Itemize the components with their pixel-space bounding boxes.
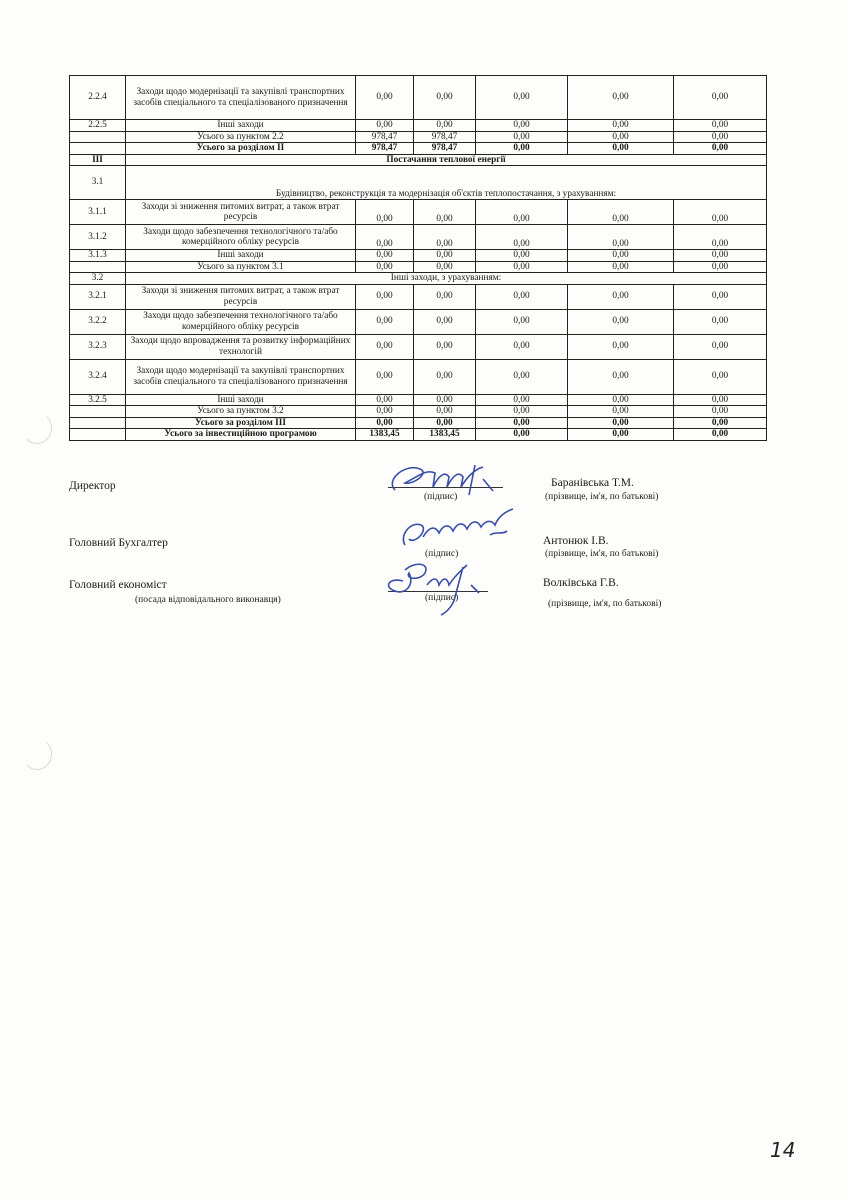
row-value-v5: 0,00 (674, 394, 767, 406)
table-row (70, 284, 767, 309)
row-value-v3: 0,00 (476, 284, 568, 309)
table-row (70, 120, 767, 132)
row-code: 3.2.5 (70, 394, 126, 406)
row-value-v2: 0,00 (414, 284, 476, 309)
table-row (70, 261, 767, 273)
row-value-v5: 0,00 (674, 417, 767, 429)
accountant-signature-caption: (підпис) (425, 549, 459, 559)
row-value-v2: 0,00 (414, 120, 476, 132)
row-value-v5: 0,00 (674, 200, 767, 225)
accountant-name-caption: (прізвище, ім'я, по батькові) (545, 549, 659, 559)
row-value-v1: 0,00 (356, 120, 414, 132)
row-value-v2: 0,00 (414, 417, 476, 429)
row-value-v1: 0,00 (356, 261, 414, 273)
row-code: 3.2 (70, 273, 126, 285)
row-value-v3: 0,00 (476, 200, 568, 225)
row-description: Усього за пунктом 3.2 (126, 406, 356, 418)
row-value-v4: 0,00 (568, 261, 674, 273)
row-value-v5: 0,00 (674, 131, 767, 143)
row-description: Усього за розділом ІІ (126, 143, 356, 155)
row-code: 3.2.1 (70, 284, 126, 309)
table-row (70, 394, 767, 406)
accountant-name: Антонюк І.В. (543, 535, 609, 547)
row-value-v4: 0,00 (568, 131, 674, 143)
economist-signature-caption: (підпис) (425, 593, 459, 603)
table-row (70, 406, 767, 418)
row-code: III (70, 154, 126, 166)
row-value-v5: 0,00 (674, 406, 767, 418)
row-value-v1: 978,47 (356, 131, 414, 143)
table-row (70, 273, 767, 285)
table-row (70, 359, 767, 394)
row-code: 3.1.2 (70, 225, 126, 250)
row-description: Усього за пунктом 3.1 (126, 261, 356, 273)
row-value-v2: 0,00 (414, 406, 476, 418)
row-value-v5: 0,00 (674, 334, 767, 359)
section-title: Будівництво, реконструкція та модернізація об'єктів теплопостачання, з урахуванням: (126, 166, 767, 200)
row-value-v2: 0,00 (414, 200, 476, 225)
row-value-v1: 0,00 (356, 284, 414, 309)
row-description: Заходи щодо забезпечення технологічного та/або комерційного обліку ресурсів (126, 225, 356, 250)
row-value-v3: 0,00 (476, 406, 568, 418)
row-value-v4: 0,00 (568, 225, 674, 250)
row-value-v4: 0,00 (568, 120, 674, 132)
row-description: Усього за розділом ІІІ (126, 417, 356, 429)
director-name-caption: (прізвище, ім'я, по батькові) (545, 492, 659, 502)
row-value-v2: 0,00 (414, 309, 476, 334)
row-value-v2: 978,47 (414, 143, 476, 155)
row-value-v3: 0,00 (476, 359, 568, 394)
row-value-v5: 0,00 (674, 261, 767, 273)
table-row (70, 131, 767, 143)
punch-hole-mark-top (22, 412, 52, 444)
row-value-v3: 0,00 (476, 250, 568, 262)
economist-name: Волківська Г.В. (543, 577, 619, 589)
row-value-v4: 0,00 (568, 406, 674, 418)
economist-name-caption: (прізвище, ім'я, по батькові) (548, 599, 662, 609)
row-value-v1: 0,00 (356, 334, 414, 359)
row-value-v4: 0,00 (568, 359, 674, 394)
row-value-v3: 0,00 (476, 394, 568, 406)
row-code: 2.2.4 (70, 76, 126, 120)
row-value-v4: 0,00 (568, 250, 674, 262)
row-code: 3.2.3 (70, 334, 126, 359)
row-value-v3: 0,00 (476, 417, 568, 429)
row-value-v2: 1383,45 (414, 429, 476, 441)
director-position: Директор (69, 480, 116, 492)
row-value-v1: 0,00 (356, 309, 414, 334)
row-description: Заходи щодо модернізації та закупівлі транспортних засобів спеціального та спеціалізованого призначення (126, 76, 356, 120)
row-value-v2: 0,00 (414, 76, 476, 120)
row-value-v1: 1383,45 (356, 429, 414, 441)
row-value-v3: 0,00 (476, 143, 568, 155)
row-value-v3: 0,00 (476, 429, 568, 441)
row-code: 3.1.1 (70, 200, 126, 225)
table-row (70, 154, 767, 166)
row-value-v5: 0,00 (674, 120, 767, 132)
row-value-v2: 0,00 (414, 359, 476, 394)
row-code (70, 143, 126, 155)
director-signature-caption: (підпис) (424, 492, 458, 502)
row-value-v1: 0,00 (356, 225, 414, 250)
row-value-v4: 0,00 (568, 334, 674, 359)
row-value-v4: 0,00 (568, 143, 674, 155)
section-title: Постачання теплової енергії (126, 154, 767, 166)
row-description: Усього за інвестиційною програмою (126, 429, 356, 441)
table-row (70, 429, 767, 441)
row-code (70, 131, 126, 143)
row-value-v1: 0,00 (356, 394, 414, 406)
table-row (70, 166, 767, 200)
economist-signature (375, 555, 495, 620)
row-value-v2: 978,47 (414, 131, 476, 143)
row-value-v5: 0,00 (674, 250, 767, 262)
table-row (70, 143, 767, 155)
row-code (70, 406, 126, 418)
row-value-v1: 0,00 (356, 417, 414, 429)
punch-hole-mark-bottom (22, 738, 52, 770)
table-row (70, 225, 767, 250)
row-code (70, 261, 126, 273)
row-code: 3.1.3 (70, 250, 126, 262)
row-value-v2: 0,00 (414, 225, 476, 250)
row-value-v5: 0,00 (674, 284, 767, 309)
table-row (70, 334, 767, 359)
row-value-v5: 0,00 (674, 225, 767, 250)
row-description: Заходи зі зниження питомих витрат, а також втрат ресурсів (126, 284, 356, 309)
row-description: Усього за пунктом 2.2 (126, 131, 356, 143)
row-value-v3: 0,00 (476, 225, 568, 250)
accountant-position: Головний Бухгалтер (69, 537, 168, 549)
row-value-v3: 0,00 (476, 309, 568, 334)
row-description: Заходи щодо забезпечення технологічного та/або комерційного обліку ресурсів (126, 309, 356, 334)
row-value-v3: 0,00 (476, 261, 568, 273)
row-value-v5: 0,00 (674, 429, 767, 441)
accountant-signature (395, 505, 525, 560)
row-value-v5: 0,00 (674, 309, 767, 334)
row-value-v1: 0,00 (356, 200, 414, 225)
row-description: Інші заходи (126, 120, 356, 132)
row-value-v3: 0,00 (476, 334, 568, 359)
table-row (70, 309, 767, 334)
row-description: Заходи щодо впровадження та розвитку інформаційних технологій (126, 334, 356, 359)
row-value-v1: 0,00 (356, 250, 414, 262)
row-value-v4: 0,00 (568, 76, 674, 120)
row-value-v1: 0,00 (356, 359, 414, 394)
row-value-v3: 0,00 (476, 76, 568, 120)
row-value-v2: 0,00 (414, 250, 476, 262)
row-value-v1: 0,00 (356, 76, 414, 120)
economist-position: Головний економіст (69, 579, 167, 591)
page-number: 14 (770, 1138, 796, 1162)
row-code (70, 429, 126, 441)
economist-position-caption: (посада відповідального виконавця) (135, 595, 281, 605)
table-row (70, 417, 767, 429)
row-value-v2: 0,00 (414, 394, 476, 406)
row-code: 3.2.2 (70, 309, 126, 334)
row-value-v2: 0,00 (414, 334, 476, 359)
director-name: Баранівська Т.М. (551, 477, 634, 489)
row-code (70, 417, 126, 429)
row-value-v5: 0,00 (674, 76, 767, 120)
row-value-v4: 0,00 (568, 417, 674, 429)
row-value-v4: 0,00 (568, 394, 674, 406)
row-value-v1: 978,47 (356, 143, 414, 155)
row-value-v3: 0,00 (476, 131, 568, 143)
section-title: Інші заходи, з урахуванням: (126, 273, 767, 285)
table-row (70, 76, 767, 120)
row-code: 2.2.5 (70, 120, 126, 132)
row-value-v4: 0,00 (568, 284, 674, 309)
table-row (70, 200, 767, 225)
table-row (70, 250, 767, 262)
row-description: Інші заходи (126, 250, 356, 262)
row-value-v2: 0,00 (414, 261, 476, 273)
row-value-v4: 0,00 (568, 309, 674, 334)
row-description: Заходи зі зниження питомих витрат, а також втрат ресурсів (126, 200, 356, 225)
row-description: Заходи щодо модернізації та закупівлі транспортних засобів спеціального та спеціалізованого призначення (126, 359, 356, 394)
row-code: 3.2.4 (70, 359, 126, 394)
row-description: Інші заходи (126, 394, 356, 406)
row-value-v1: 0,00 (356, 406, 414, 418)
row-value-v3: 0,00 (476, 120, 568, 132)
director-signature (375, 455, 505, 505)
investment-program-table (69, 75, 767, 441)
row-value-v5: 0,00 (674, 359, 767, 394)
row-value-v4: 0,00 (568, 429, 674, 441)
row-value-v5: 0,00 (674, 143, 767, 155)
row-code: 3.1 (70, 166, 126, 200)
row-value-v4: 0,00 (568, 200, 674, 225)
